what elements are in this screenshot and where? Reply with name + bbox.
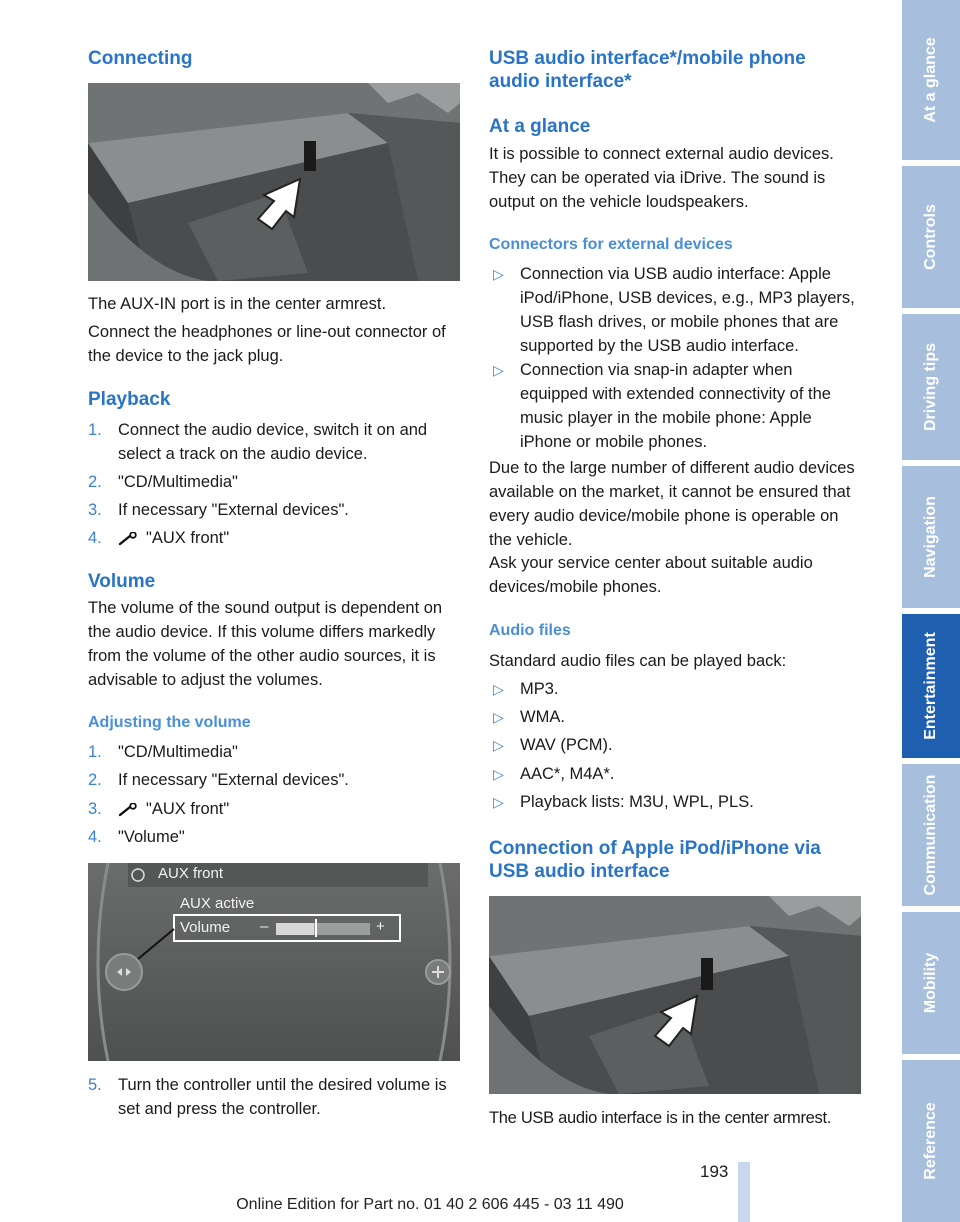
step-text: Turn the controller until the desired volume is set and press the controller.: [118, 1076, 447, 1118]
armrest-aux-photo: [88, 83, 460, 281]
playback-step: [88, 418, 460, 466]
format-item: [489, 705, 861, 729]
format-item: [489, 733, 861, 757]
step-content: [118, 797, 460, 821]
tab-label: Navigation: [922, 496, 939, 578]
tab-driving-tips[interactable]: [902, 314, 960, 460]
ask-text: Ask your service center about suitable audio devices/mobile phones.: [489, 554, 813, 596]
tab-label: Reference: [922, 1102, 939, 1180]
connector-item: [489, 358, 861, 454]
tab-label: Mobility: [922, 952, 939, 1014]
format-text: Playback lists: M3U, WPL, PLS.: [520, 793, 754, 811]
adjust-heading: Adjusting the volume: [88, 714, 251, 731]
wrench-icon: [118, 532, 138, 546]
bullet-triangle-icon: ▷: [493, 794, 504, 810]
bullet-triangle-icon: ▷: [493, 681, 504, 697]
step-text: "AUX front": [146, 529, 230, 547]
screen-title: AUX front: [158, 865, 224, 882]
connector-text: Connection via snap-in adapter when equipped with extended connectivity of the music player in the mobile phone: Apple iPhone or mobile phones.: [520, 361, 831, 451]
format-item: [489, 762, 861, 786]
connecting-heading: Connecting: [88, 48, 193, 69]
step-text: "AUX front": [146, 800, 230, 818]
step-number: 3.: [88, 800, 102, 818]
tab-label: Communication: [922, 774, 939, 896]
tab-label: At a glance: [922, 37, 939, 123]
playback-heading: Playback: [88, 389, 171, 410]
step-text: If necessary "External devices".: [118, 501, 349, 519]
tab-label: Entertainment: [922, 632, 939, 740]
adjust-step: [88, 797, 460, 821]
adjust-step: [88, 1073, 460, 1121]
footer-text: Online Edition for Part no. 01 40 2 606 445 - 03 11 490: [236, 1196, 624, 1213]
tab-label: Controls: [922, 204, 939, 270]
step-number: 1.: [88, 421, 102, 439]
playback-step: [88, 526, 460, 550]
apple-heading: Connection of Apple iPod/iPhone via USB audio interface: [489, 838, 821, 882]
format-text: AAC*, M4A*.: [520, 765, 615, 783]
format-item: [489, 790, 861, 814]
step-text: "CD/Multimedia": [118, 743, 238, 761]
volume-minus-icon: –: [260, 918, 269, 935]
idrive-screen: [88, 863, 460, 1061]
wrench-icon: [118, 803, 138, 817]
screen-item-active: AUX active: [180, 895, 255, 912]
tab-label: Driving tips: [922, 342, 939, 432]
bullet-triangle-icon: ▷: [493, 709, 504, 725]
step-number: 4.: [88, 828, 102, 846]
due-text: Due to the large number of different audio devices available on the market, it cannot be ensured that every audio device/mobile phone is operable on the vehicle.: [489, 459, 855, 549]
armrest-usb-photo: [489, 896, 861, 1094]
connect-text: Connect the headphones or line-out connector of the device to the jack plug.: [88, 323, 446, 365]
format-text: WAV (PCM).: [520, 736, 613, 754]
step-text: "Volume": [118, 828, 185, 846]
adjust-step: [88, 740, 460, 764]
volume-heading: Volume: [88, 571, 156, 592]
connector-text: Connection via USB audio interface: Apple iPod/iPhone, USB devices, e.g., MP3 players, USB flash drives, or mobile phones that are supported by the USB audio interface.: [520, 265, 855, 355]
volume-plus-icon: +: [376, 918, 385, 935]
aux-port-text: The AUX-IN port is in the center armrest.: [88, 295, 387, 313]
step-number: 1.: [88, 743, 102, 761]
playback-step: [88, 470, 460, 494]
step-text: Connect the audio device, switch it on and select a track on the audio device.: [118, 421, 428, 463]
format-text: MP3.: [520, 680, 559, 698]
tab-entertainment[interactable]: [902, 614, 960, 758]
tab-controls[interactable]: [902, 166, 960, 308]
step-number: 2.: [88, 473, 102, 491]
tab-at-a-glance[interactable]: [902, 0, 960, 160]
bullet-triangle-icon: ▷: [493, 737, 504, 753]
audio-files-heading: Audio files: [489, 622, 571, 639]
usb-location-text: The USB audio interface is in the center armrest.: [489, 1109, 832, 1127]
step-number: 5.: [88, 1076, 102, 1094]
screen-item-volume: Volume: [180, 919, 231, 936]
audio-files-text: Standard audio files can be played back:: [489, 652, 787, 670]
page-number: 193: [700, 1162, 729, 1181]
adjust-step: [88, 768, 460, 792]
tab-communication[interactable]: [902, 764, 960, 906]
bullet-triangle-icon: ▷: [493, 266, 504, 282]
step-number: 2.: [88, 771, 102, 789]
tab-mobility[interactable]: [902, 912, 960, 1054]
adjust-step: [88, 825, 460, 849]
format-item: [489, 677, 861, 701]
connectors-heading: Connectors for external devices: [489, 236, 733, 253]
step-number: 4.: [88, 529, 102, 547]
step-number: 3.: [88, 501, 102, 519]
playback-step: [88, 498, 460, 522]
usb-heading: USB audio interface*/mobile phone audio interface*: [489, 48, 806, 92]
step-text: "CD/Multimedia": [118, 473, 238, 491]
volume-text: The volume of the sound output is dependent on the audio device. If this volume differs markedly from the volume of the other audio sources, it is advisable to adjust the volumes.: [88, 599, 443, 689]
step-text: If necessary "External devices".: [118, 771, 349, 789]
bullet-triangle-icon: ▷: [493, 362, 504, 378]
tab-navigation[interactable]: [902, 466, 960, 608]
format-text: WMA.: [520, 708, 565, 726]
glance-text: It is possible to connect external audio devices. They can be operated via iDrive. The sound is output on the vehicle loudspeakers.: [489, 145, 834, 211]
glance-heading: At a glance: [489, 116, 591, 137]
step-content: [118, 526, 460, 550]
bullet-triangle-icon: ▷: [493, 766, 504, 782]
connector-item: [489, 262, 861, 358]
